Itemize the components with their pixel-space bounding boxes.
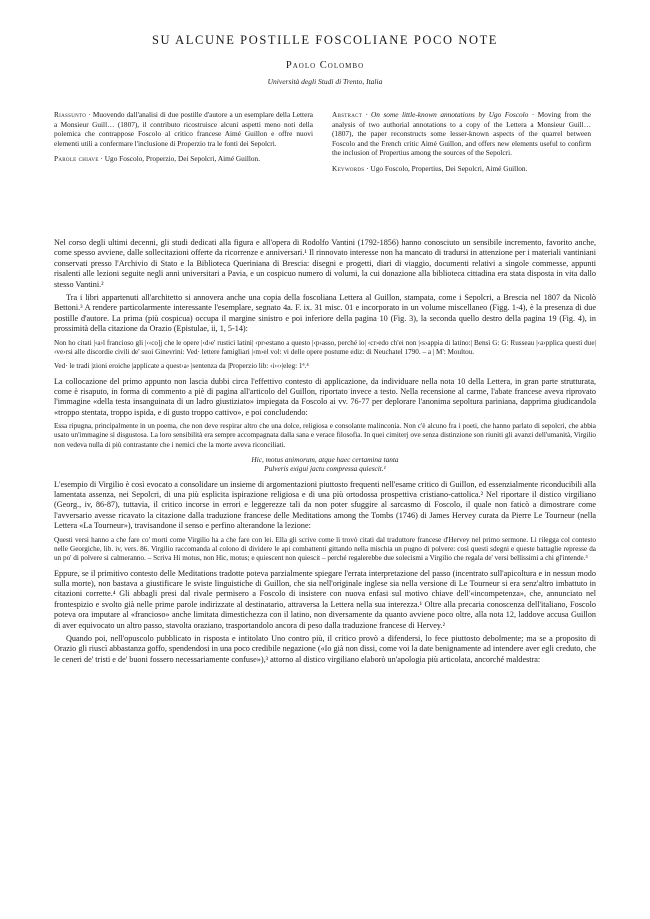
keywords-it-text: · Ugo Foscolo, Properzio, Dei Sepolcri, Aimé Guillon. [98, 154, 261, 164]
abstract-it-label: Riassunto [54, 110, 87, 119]
body-paragraph: Eppure, se il primitivo contesto delle Meditations tradotte poteva parzialmente spiegare l'errata interpretazione del passo (incentrato sull'apicoltura e in nessun modo sulla morte), non bastava a giustificare le sviste linguistiche di Guillon, che sia nell'originale inglese sia nella versione di Le Tourneur si era senz'altro imbattuto in citazioni corrette.⁴ Gli abbagli presi dal rivale permisero a Foscolo di insistere con nuova enfasi sul motivo chiave dell'«incompetenza», che, annunciato nel frontespizio e svolto già nelle prime parole indirizzate al destinatario, attraversa la Lettera nella sua interezza.¹ Oltre alla precaria conoscenza dell'italiano, Foscolo poteva ora imputare al «francioso» anche limitata dimestichezza con il latino, non diversamente da quanto avviene poco oltre, alla nota 12, laddove accusa Guillon di aver equivocato un altro passo, stavolta oraziano, trasportandolo ancora di peso dalla traduzione francese di Hervey.² [54, 568, 596, 630]
article-title: SU ALCUNE POSTILLE FOSCOLIANE POCO NOTE [151, 33, 499, 47]
abstract-it-text: · Muovendo dall'analisi di due postille d'autore a un esemplare della Lettera a Monsieur Guill… (1807), il contributo ricostruisce alcuni aspetti meno noti della polemica che contrappose Foscolo al critico francese Aimé Guillon e offre nuovi elementi utili a confermare l'inclusione di Properzio tra le fonti dei Sepolcri. [54, 110, 313, 148]
body-paragraph: Nel corso degli ultimi decenni, gli studi dedicati alla figura e all'opera di Rodolfo Vantini (1792-1856) hanno conosciuto un sensibile incremento, favorito anche, come spesso avviene, dalle sollecitazioni offerte da ricorrenze e anniversari.¹ Il rinnovato interesse non ha mancato di tradursi in attenzione per i materiali vantiniani conservati presso l'Archivio di Stato e la Biblioteca Queriniana di Brescia: disegni e progetti, diari di viaggio, documenti relativi a singole commesse, appunti risalenti alle lezioni seguite negli anni universitari a Pavia, e un cospicuo numero di volumi, la cui donazione alla biblioteca cittadina era stata disposta in vita dallo stesso Vantini.² [54, 238, 596, 289]
verse-quote [54, 455, 596, 474]
verse-line: Hic, motus animorum, atque haec certamina tanta [251, 455, 399, 465]
block-quote: Questi versi hanno a che fare co' morti come Virgilio ha a che fare con lei. Ella gli scrive come li trovò citati dal traduttore francese d'Hervey nel primo sermone. Li rilegga col contesto nelle Georgiche, lib. iv, vers. 86. Virgilio raccomanda al colono di dividere le api combattenti gittando nella mischia un pugno di polvere: così questi sdegni e queste battaglie represse da un po' di polvere si calmeranno. – Scriva Hi motus, non Hic, motus; e quiescent non quiescit – perché regalerebbe due solecismi a Virgilio che regala de' versi bellissimi a chi gl'intende.³ [54, 535, 596, 563]
body-paragraph: Quando poi, nell'opuscolo pubblicato in risposta e intitolato Uno contro più, il critico provò a difendersi, lo fece piuttosto debolmente; ma se a proposito di Orazio gli riuscì abbastanza goffo, spendendosi in una poco credibile negazione («Io già non dissi, come voi la date benignamente ad intendere aver egli creduto, che le ceneri de' tristi e de' buoni fossero necessariamente confuse»),³ attorno al distico virgiliano elaborò un'apologia più articolata, ancorché maldestra: [54, 634, 596, 664]
author-name: Paolo Colombo [285, 60, 365, 71]
abstract-italian [54, 110, 313, 164]
abstract-en-body [332, 110, 591, 158]
abstract-english [332, 110, 591, 174]
abstract-it-body [54, 110, 313, 148]
annotation-quote: Ved· le tradi |zioni eroiche |applicate a quest‹a› |sentenza da |Properzio lib: ‹i›‹›|eleg: 1ª.⁴ [54, 362, 309, 371]
body-paragraph: La collocazione del primo appunto non lascia dubbi circa l'effettivo contesto di applicazione, da individuare nella nota 10 della Lettera, in gran parte strutturata, come è risaputo, in forma di commento a piè di pagina all'articolo del Guillon, riportato invece a testo. Nella recensione al carme, l'abate francese aveva riprovato l'immagine «della testa insanguinata di un ladro giustiziato» impiegata da Foscolo ai vv. 76-77 per deplorare l'anonima sepoltura pariniana, dapprima giudicandola «troppo stentata, troppo ispida, e di gusto troppo cattivo», e poi concludendo: [54, 376, 596, 417]
keywords-en-label: Keywords [332, 163, 365, 173]
body-paragraph: Tra i libri appartenuti all'architetto si annovera anche una copia della foscoliana Lettera al Guillon, stampata, come i Sepolcri, a Brescia nel 1807 da Nicolò Bettoni.³ A rendere particolarmente interessante l'esemplare, segnato 4a. F. ix. 31 misc. 01 e incorporato in un volume miscellaneo (Figg. 1-4), è la presenza di due postille d'autore. La prima (più cospicua) occupa il margine sinistro e poi inferiore della pagina 10 (Fig. 3), la seconda quello destro della pagina 19 (Fig. 4), in prossimità della citazione da Orazio (Epistulae, ii, 1, 5-14): [54, 293, 596, 334]
keywords-it-label: Parole chiave [54, 154, 99, 164]
body-paragraph: L'esempio di Virgilio è così evocato a consolidare un insieme di argomentazioni piuttosto frequenti nell'esame critico di Guillon, ed essenzialmente riconducibili alla lamentata assenza, nei Sepolcri, di una più esplicita ispirazione religiosa e di una più ortodossa prospettiva cristiano-cattolica.² Nel riportare il distico virgiliano (Georg., iv, 86-87), tuttavia, il critico incorse in errori e leggerezze tali da non poter sfuggire al sarcasmo di Foscolo, il quale non faticò a dimostrare come l'avversario avesse ricavato la citazione dalla traduzione francese delle Meditations among the Tombs (1746) di James Hervey curata da Pierre Le Tourneur (nella Lettera «La Tourneur»), travisandone il senso e perfino alterandone la lezione: [54, 479, 596, 531]
block-quote: Essa ripugna, principalmente in un poema, che non deve respirar altro che una dolce, religiosa e consolante malinconia. Non c'è alcuno fra i poeti, che hanno parlato di sepolcri, che abbia usato un'immagine sì disgustosa. La loro sensibilità era sempre accompagnata dalla sana e verace filosofia. In quei cimiterj ove senza distinzione son riuniti gli avanzi dell'umanità, Virgilio non vedeva nulla di più contrastante che i nemici che la morte aveva riconciliati. [54, 422, 596, 449]
keywords-en [332, 164, 591, 174]
abstract-en-label: Abstract [332, 110, 363, 119]
abstract-en-title: · On some little-known annotations by Ugo Foscolo [362, 110, 529, 119]
verse-line: Pulveris exigui jactu compressa quiescit.¹ [264, 464, 386, 474]
abstract-en-text: · Moving from the analysis of two authorial annotations to a copy of the Lettera a Monsieur Guill… (1807), the paper reconstructs some lesser-known aspects of the quarrel between Foscolo and the French critic Aimé Guillon, and offers new elements useful to confirm the inclusion of Propertius among the sources of the Sepolcri. [332, 110, 591, 158]
annotation-quote: Non ho citati |‹a›l francioso gli |‹‹co]j che le opere |‹d›e' rustici latini| ‹pr›estano a questo |‹p›asso, perché io| ‹cr›edo ch'ei non |‹s›appia di latino:| Bensì G: G: Russeau |‹a›pplica questi due| ‹ve›rsi alle discordie civili de' suoi Ginevrini: Ved· lettere famigliari |‹m›el vol: vi delle opere postume ediz: di Neuchatel 1790. – a | M': Moultou. [54, 338, 596, 356]
article-body [54, 238, 596, 668]
keywords-it [54, 154, 313, 164]
keywords-en-text: · Ugo Foscolo, Propertius, Dei Sepolcri, Aimé Guillon. [364, 163, 528, 173]
author-affiliation: Università degli Studi di Trento, Italia [267, 77, 383, 86]
